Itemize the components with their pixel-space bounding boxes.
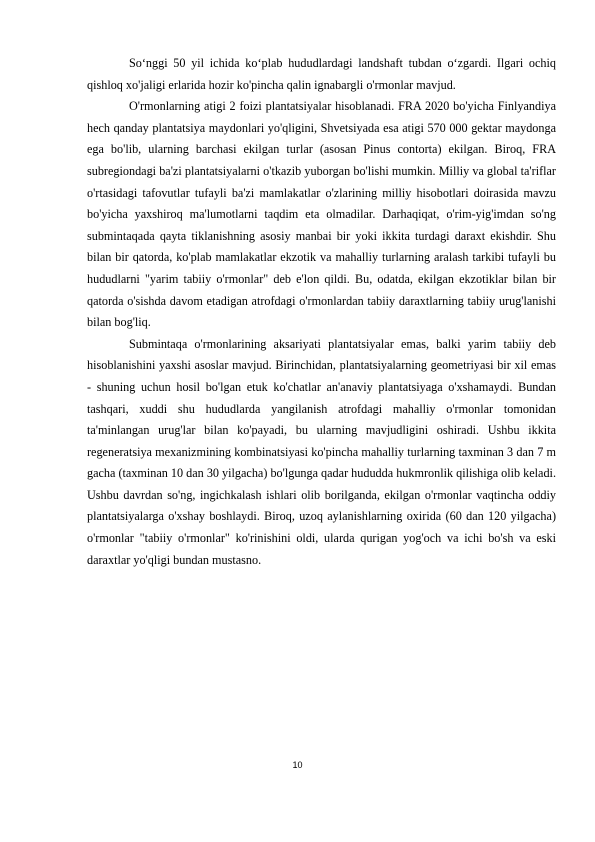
page-number: 10 [292,760,303,770]
document-body [87,53,556,571]
paragraph-plantations: O'rmonlarning atigi 2 foizi plantatsiyalar hisoblanadi. FRA 2020 bo'yicha Finlyandiya hech qanday plantatsiya maydonlari yo'qligini, Shvetsiyada esa atigi 570 000 gektar maydonga ega bo'lib, ularning barchasi ekilgan turlar (asosan Pinus contorta) ekilgan. Biroq, FRA subregiondagi ba'zi plantatsiyalarni o'tkazib yuborgan bo'lishi mumkin. Milliy va global ta'riflar o'rtasidagi tafovutlar tufayli ba'zi mamlakatlar o'zlarining milliy hisobotlari doirasida mavzu bo'yicha yaxshiroq ma'lumotlarni taqdim eta olmadilar. Darhaqiqat, o'rim-yig'imdan so'ng submintaqada qayta tiklanishning asosiy manbai bir yoki ikkita turdagi daraxt ekishdir. Shu bilan bir qatorda, ko'plab mamlakatlar ekzotik va mahalliy turlarning aralash tarkibi tufayli bu hududlarni "yarim tabiiy o'rmonlar" deb e'lon qildi. Bu, odatda, ekilgan ekzotiklar bilan bir qatorda o'sishda davom etadigan atrofdagi o'rmonlardan tabiiy daraxtlarning tabiiy urug'lanishi bilan bog'liq. [87,99,556,330]
paragraph-landscape-change: So‘nggi 50 yil ichida ko‘plab hududlardagi landshaft tubdan o‘zgardi. Ilgari ochiq qishloq xo'jaligi erlarida hozir ko'pincha qalin ignabargli o'rmonlar mavjud. [87,56,556,92]
paragraph-semi-natural-forests: Submintaqa o'rmonlarining aksariyati plantatsiyalar emas, balki yarim tabiiy deb hisoblanishini yaxshi asoslar mavjud. Birinchidan, plantatsiyalarning geometriyasi bir xil emas - shuning uchun hosil bo'lgan etuk ko'chatlar an'anaviy plantatsiyaga o'xshamaydi. Bundan tashqari, xuddi shu hududlarda yangilanish atrofdagi mahalliy o'rmonlar tomonidan ta'minlangan urug'lar bilan ko'payadi, bu ularning mavjudligini oshiradi. Ushbu ikkita regeneratsiya mexanizmining kombinatsiyasi ko'pincha mahalliy turlarning taxminan 3 dan 7 m gacha (taxminan 10 dan 30 yilgacha) bo'lgunga qadar hududda hukmronlik qilishiga olib keladi. Ushbu davrdan so'ng, ingichkalash ishlari olib borilganda, ekilgan o'rmonlar vaqtincha oddiy plantatsiyalarga o'xshay boshlaydi. Biroq, uzoq aylanishlarning oxirida (60 dan 120 yilgacha) o'rmonlar "tabiiy o'rmonlar" ko'rinishini oldi, ularda qurigan yog'och va ichi bo'sh va eski daraxtlar yo'qligi bundan mustasno. [87,336,556,567]
